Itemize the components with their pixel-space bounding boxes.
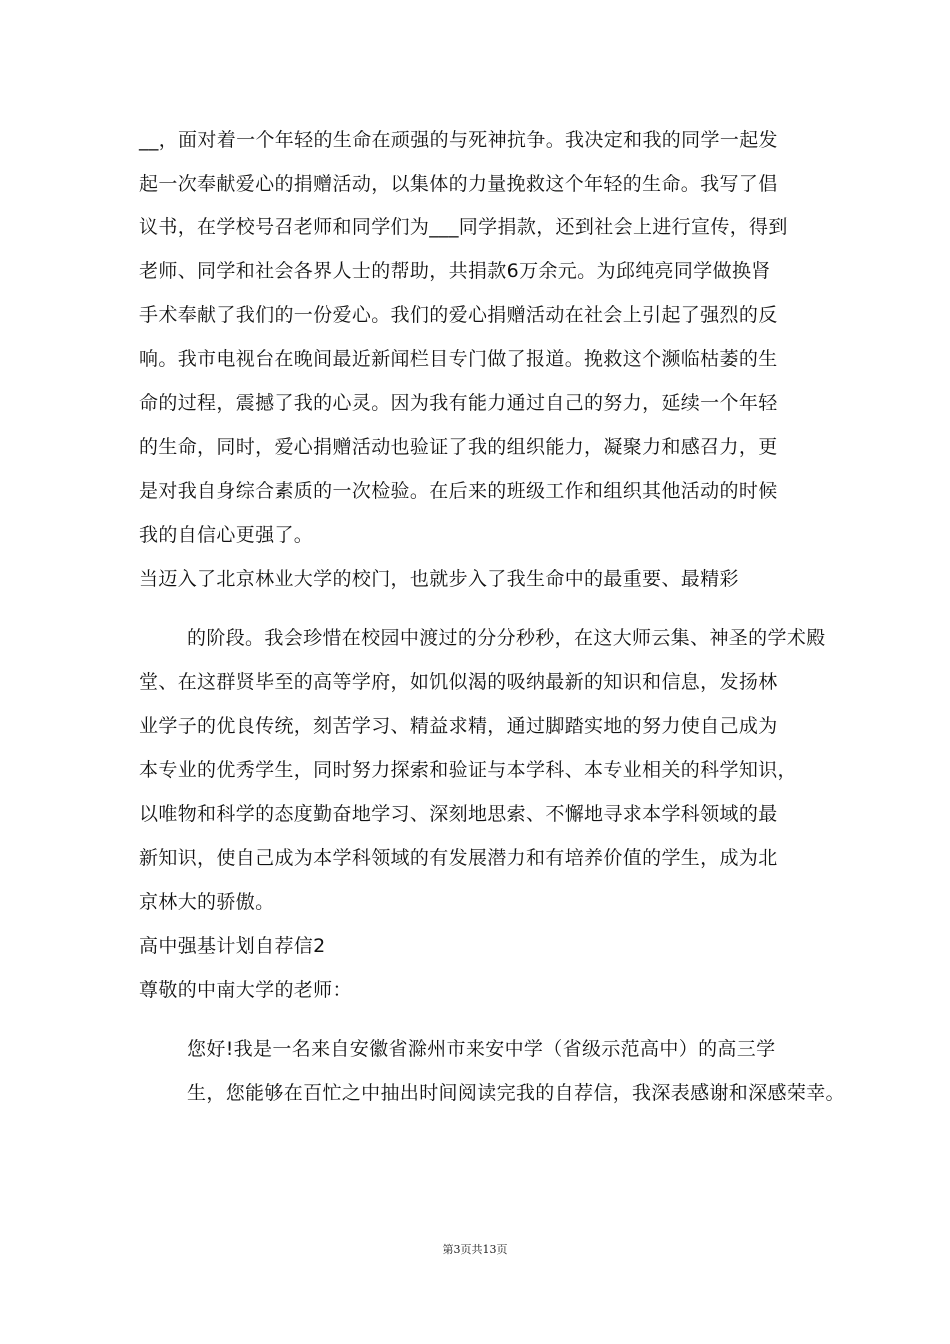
page-number: 第3页共13页 [442, 1243, 508, 1256]
paragraph-line: 新知识，使自己成为本学科领域的有发展潜力和有培养价值的学生，成为北 [139, 847, 778, 869]
paragraph-line: 老师、同学和社会各界人士的帮助，共捐款6万余元。为邱纯亮同学做换肾 [139, 260, 771, 282]
paragraph-line: 的生命，同时，爱心捐赠活动也验证了我的组织能力，凝聚力和感召力，更 [139, 436, 778, 458]
paragraph-line: 堂、在这群贤毕至的高等学府，如饥似渴的吸纳最新的知识和信息，发扬林 [139, 671, 778, 693]
paragraph-line: 我的自信心更强了。 [139, 524, 314, 546]
paragraph-line: 响。我市电视台在晚间最近新闻栏目专门做了报道。挽救这个濒临枯萎的生 [139, 348, 778, 370]
paragraph-line: 起一次奉献爱心的捐赠活动，以集体的力量挽救这个年轻的生命。我写了倡 [139, 173, 778, 195]
salutation: 生，您能够在百忙之中抽出时间阅读完我的自荐信，我深表感谢和深感荣幸。 [187, 1082, 845, 1104]
paragraph-line: 当迈入了北京林业大学的校门，也就步入了我生命中的最重要、最精彩 [139, 568, 739, 590]
paragraph-line: 的阶段。我会珍惜在校园中渡过的分分秒秒，在这大师云集、神圣的学术殿 [187, 627, 826, 649]
paragraph-line: __，面对着一个年轻的生命在顽强的与死神抗争。我决定和我的同学一起发 [139, 129, 778, 151]
section-heading: 您好!我是一名来自安徽省滁州市来安中学（省级示范高中）的高三学 [187, 1038, 776, 1060]
paragraph-line: 是对我自身综合素质的一次检验。在后来的班级工作和组织其他活动的时候 [139, 480, 778, 502]
paragraph-line: 高中强基计划自荐信2 [139, 935, 326, 957]
paragraph-line: 以唯物和科学的态度勤奋地学习、深刻地思索、不懈地寻求本学科领域的最 [139, 803, 778, 825]
paragraph-line: 业学子的优良传统，刻苦学习、精益求精，通过脚踏实地的努力使自己成为 [139, 715, 778, 737]
paragraph-line: 议书，在学校号召老师和同学们为___同学捐款，还到社会上进行宣传，得到 [139, 216, 788, 238]
paragraph-line: 尊敬的中南大学的老师： [139, 979, 352, 1001]
paragraph-line: 命的过程，震撼了我的心灵。因为我有能力通过自己的努力，延续一个年轻 [139, 392, 778, 414]
paragraph-line: 本专业的优秀学生，同时努力探索和验证与本学科、本专业相关的科学知识， [139, 759, 797, 781]
paragraph-line: 手术奉献了我们的一份爱心。我们的爱心捐赠活动在社会上引起了强烈的反 [139, 304, 778, 326]
paragraph-line: 京林大的骄傲。 [139, 891, 275, 913]
